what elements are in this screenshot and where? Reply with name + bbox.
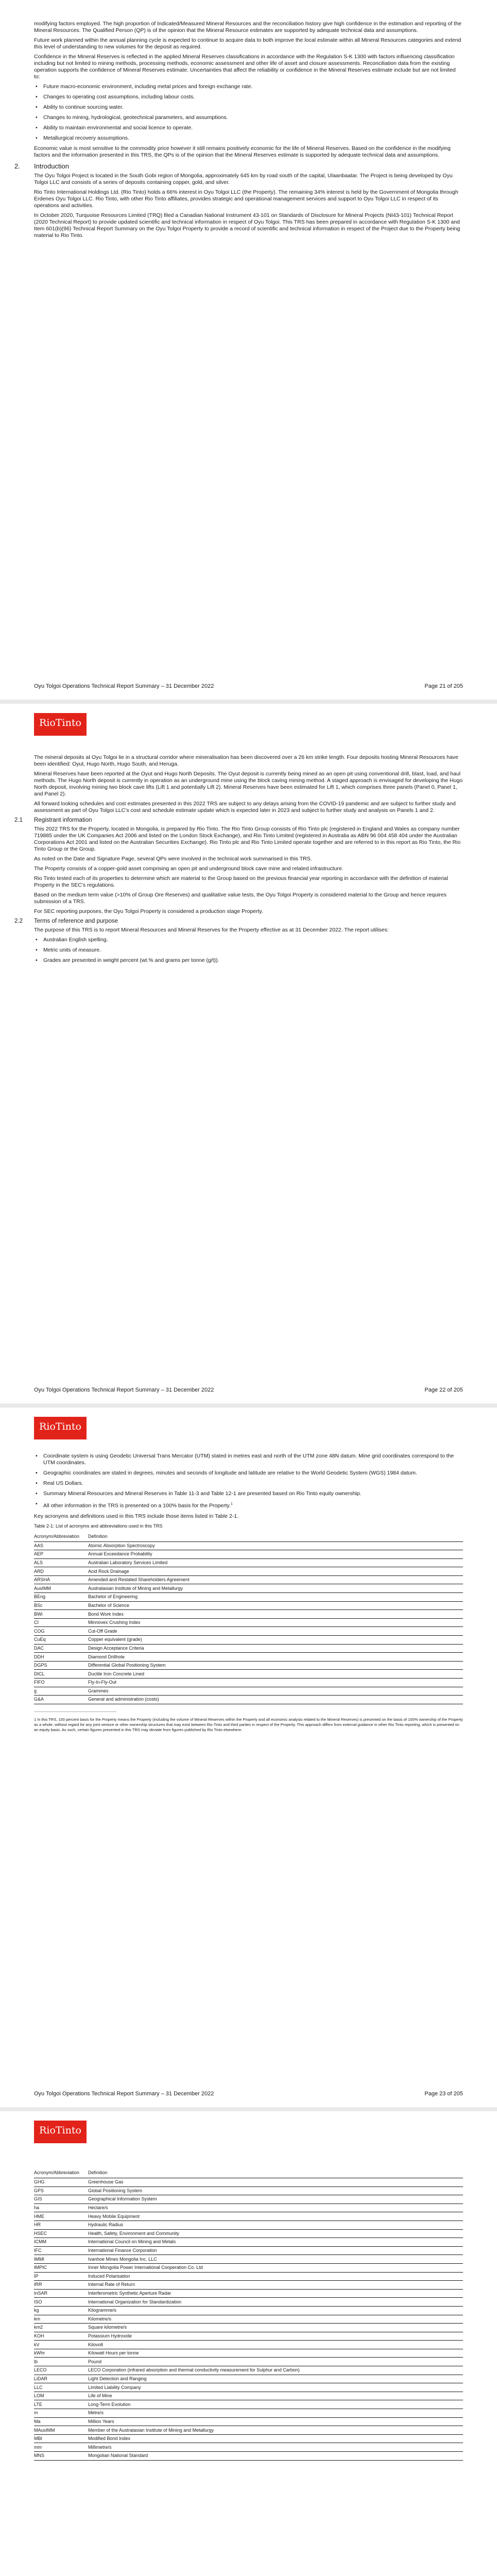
table-row [34, 2434, 463, 2443]
page-22-body [14, 754, 463, 968]
table-row [34, 1687, 463, 1696]
paragraph: Mineral Reserves have been reported at the Oyut and Hugo North Deposits. The Oyut deposit is currently being mined as an open pit using conventional drill, blast, load, and haul methods. The Hugo North deposit is currently in operation as an underground mine using the block caving mining method. A staged approach is envisaged for developing the Hugo North deposit, involving mining two block cave lifts (Lift 1 and potentially Lift 2). Mineral Reserves have been estimated for Lift 1, which comprises three panels (Panel 0, Panel 1, and Panel 2). [34, 771, 463, 797]
table-row [34, 2272, 463, 2281]
page-24 [0, 2111, 497, 2576]
paragraph: The Oyu Tolgoi Project is located in the South Gobi region of Mongolia, approximately 645 km by road south of the capital, Ulaanbaatar. The Project is being developed by Oyu Tolgoi LLC and consists of a series of deposits containing copper, gold, and silver. [34, 173, 453, 185]
definition-cell: Copper equivalent (grade) [88, 1636, 463, 1645]
list-item: • Geographic coordinates are stated in degrees, minutes and seconds of longitude and latitude are relative to the World Geodetic System (WGS) 1984 datum. [34, 1470, 463, 1477]
logo-text: RioTinto [39, 1421, 81, 1432]
acronym-cell: ISO [34, 2298, 88, 2307]
definition-cell: Metre/s [88, 2409, 463, 2418]
section-heading-introduction [14, 162, 463, 170]
page-footer [34, 683, 463, 689]
definition-cell: LECO Corporation (infrared absorption and thermal conductivity measurement for Sulphur and Carbon) [88, 2366, 463, 2375]
acronym-cell: IP [34, 2272, 88, 2281]
acronym-cell: G&A [34, 1696, 88, 1704]
acronym-cell: AAS [34, 1541, 88, 1550]
paragraph: modifying factors employed. The high proportion of Indicated/Measured Mineral Resources and the reconciliation history give high confidence in the estimation and reporting of the Mineral Resources. The Qualified Person (QP) is of the opinion that the Mineral Resource estimates are supported by adequate technical data and assumptions. [34, 21, 461, 33]
logo-text: RioTinto [39, 2125, 81, 2136]
table-row [34, 1661, 463, 1670]
definition-cell: Australasian Institute of Mining and Metallurgy [88, 1584, 463, 1593]
definition-cell: Kilometre/s [88, 2315, 463, 2324]
section-number: 2.2 [14, 918, 23, 924]
acronym-cell: kg [34, 2306, 88, 2315]
table-row [34, 1584, 463, 1593]
acronyms-table-body [34, 2178, 463, 2461]
page-footer [34, 2091, 463, 2097]
acronym-cell: GIS [34, 2195, 88, 2204]
acronym-cell: kWhr [34, 2349, 88, 2358]
list-item: • Ability to maintain environmental and social licence to operate. [34, 125, 463, 131]
acronym-cell: Ma [34, 2417, 88, 2426]
rio-tinto-logo [34, 713, 87, 736]
definition-cell: Bachelor of Science [88, 1601, 463, 1610]
table-row [34, 2366, 463, 2375]
definition-cell: Hectare/s [88, 2204, 463, 2212]
acronym-cell: GHG [34, 2178, 88, 2187]
section-heading-terms [14, 918, 463, 925]
table-row [34, 1575, 463, 1584]
table-header-row [34, 2168, 463, 2178]
table-row [34, 2298, 463, 2307]
table-row [34, 1670, 463, 1679]
acronym-cell: DDH [34, 1653, 88, 1662]
page-21 [0, 0, 497, 700]
definition-cell: Differential Global Positioning System [88, 1661, 463, 1670]
page-number: Page 23 of 205 [424, 2091, 463, 2097]
page-23 [0, 1408, 497, 2107]
table-row [34, 2324, 463, 2332]
definition-cell: Kilowatt Hours per tonne [88, 2349, 463, 2358]
footer-title: Oyu Tolgoi Operations Technical Report Summary – 31 December 2022 [34, 2091, 214, 2097]
footnote-ref: 1 [230, 1502, 233, 1506]
acronym-cell: DAC [34, 1644, 88, 1653]
definition-cell: Inner Mongolia Power International Cooperation Co. Ltd [88, 2263, 463, 2272]
table-row [34, 2315, 463, 2324]
definition-cell: Australian Laboratory Services Limited [88, 1558, 463, 1567]
acronym-cell: km [34, 2315, 88, 2324]
table-row [34, 2306, 463, 2315]
table-row [34, 2383, 463, 2392]
acronym-cell: ICMM [34, 2238, 88, 2247]
table-row [34, 2349, 463, 2358]
definition-cell: Long-Term Evolution [88, 2400, 463, 2409]
acronym-cell: lb [34, 2358, 88, 2366]
table-row [34, 2358, 463, 2366]
page-21-body [14, 21, 463, 242]
list-item-text: All other information in the TRS is presented on a 100% basis for the Property. [43, 1502, 231, 1509]
column-header: Definition [88, 2168, 463, 2178]
paragraph: As noted on the Date and Signature Page, several QPs were involved in the technical work summarised in this TRS. [34, 856, 312, 862]
acronym-cell: GPS [34, 2187, 88, 2195]
acronym-cell: MAusIMM [34, 2426, 88, 2435]
definition-cell: Modified Bond Index [88, 2434, 463, 2443]
paragraph: All forward looking schedules and cost estimates presented in this 2022 TRS are subject to any delays arising from the COVID-19 pandemic and are subject to further study and assessment as part of Oyu Tolgoi LLC’s cost and schedule estimate update which is expected later in 2023 and subject to further study and analysis on Panels 1 and 2. [34, 801, 456, 814]
definition-cell: Interferometric Synthetic Aperture Radar [88, 2289, 463, 2298]
paragraph: Economic value is most sensitive to the commodity price however it still remains positively economic for the life of Mineral Reserves. Based on the confidence in the modifying factors and the information presented in this TRS, the QPs is of the opinion that the Mineral Reserves estimate is supported by adequate technical data and assumptions. [34, 145, 451, 158]
table-row [34, 2375, 463, 2383]
list-item: • Ability to continue sourcing water. [34, 104, 463, 111]
acronym-cell: LOM [34, 2392, 88, 2400]
table-row [34, 2409, 463, 2418]
table-row [34, 2289, 463, 2298]
logo-text: RioTinto [39, 717, 81, 728]
acronym-cell: KOH [34, 2332, 88, 2341]
table-row [34, 2204, 463, 2212]
acronym-cell: ha [34, 2204, 88, 2212]
acronym-cell: IMMI [34, 2255, 88, 2264]
definition-cell: Light Detection and Ranging [88, 2375, 463, 2383]
table-row [34, 2332, 463, 2341]
acronym-cell: BWi [34, 1610, 88, 1619]
definition-cell: Life of Mine [88, 2392, 463, 2400]
table-row [34, 2255, 463, 2264]
acronym-cell: LTE [34, 2400, 88, 2409]
list-item: • Australian English spelling. [34, 937, 463, 943]
definition-cell: Diamond Drillhole [88, 1653, 463, 1662]
acronym-cell: ARD [34, 1567, 88, 1576]
acronym-cell: LECO [34, 2366, 88, 2375]
definition-cell: General and administration (costs) [88, 1696, 463, 1704]
paragraph: Confidence in the Mineral Reserves is reflected in the applied Mineral Reserves classifications in accordance with the Regulation S-K 1300 with factors influencing classification including but not limited to mining methods, processing methods, economic assessment and other life of asset and closure assessments. Reconciliation data from the existing operation supports the confidence of Mineral Reserves estimate. Uncertainties that affect the reliability or confidence in the Mineral Reserves estimate include but are not limited to: [34, 54, 456, 80]
acronym-cell: AEP [34, 1550, 88, 1559]
acronym-cell: MBI [34, 2434, 88, 2443]
definition-cell: Annual Exceedance Probability [88, 1550, 463, 1559]
table-row [34, 2281, 463, 2290]
list-item [34, 1501, 463, 1510]
acronym-cell: CuEq [34, 1636, 88, 1645]
definition-cell: International Council on Mining and Metals [88, 2238, 463, 2247]
report-conventions-list [34, 1453, 463, 1510]
footnote: 1 In this TRS, 100 percent basis for the Property means the Property (including the volume of Mineral Reserves within the Property and all economic analysis related to the Mineral Reserves) is presented on the basis of 100% ownership of the Property as a whole, without regard for any joint venture or other ownership structures that may exist between Rio Tinto and third parties in respect of the Property. This approach differs from external guidance in other Rio Tinto reporting, which is presented on an equity basis. As such, certain figures presented in this TRS may deviate from figures published by Rio Tinto elsewhere. [34, 1717, 463, 1732]
list-item: • Metric units of measure. [34, 947, 463, 954]
table-row [34, 1601, 463, 1610]
table-row [34, 2178, 463, 2187]
definition-cell: Atomic Absorption Spectroscopy [88, 1541, 463, 1550]
table-row [34, 2221, 463, 2229]
definition-cell: Induced Polarisation [88, 2272, 463, 2281]
table-row [34, 2426, 463, 2435]
acronym-cell: CI [34, 1618, 88, 1627]
acronym-cell: MNS [34, 2452, 88, 2461]
acronym-cell: HR [34, 2221, 88, 2229]
table-row [34, 2238, 463, 2247]
column-header: Acronym/Abbreviation [34, 2168, 88, 2178]
acronym-cell: AusIMM [34, 1584, 88, 1593]
table-row [34, 1618, 463, 1627]
paragraph: Based on the medium term value (>10% of Group Ore Reserves) and qualitative value tests, the Oyu Tolgoi Property is considered material to the Group and hence requires submission of a TRS. [34, 892, 447, 905]
paragraph: This 2022 TRS for the Property, located in Mongolia, is prepared by Rio Tinto. The Rio Tinto Group consists of Rio Tinto plc (registered in England and Wales as company number 719885 under the UK Companies Act 2006 and listed on the London Stock Exchange), and Rio Tinto Limited (registered in Australia as ABN 96 004 458 404 under the Australian Corporations Act 2001 and listed on the Australian Securities Exchange). Rio Tinto plc and Rio Tinto Limited operate together and are referred to in this report as Rio Tinto, the Rio Tinto Group or the Group. [34, 826, 461, 852]
acronym-cell: DICL [34, 1670, 88, 1679]
table-row [34, 2341, 463, 2349]
definition-cell: Heavy Mobile Equipment [88, 2212, 463, 2221]
acronym-cell: LiDAR [34, 2375, 88, 2383]
acronyms-table [34, 1532, 463, 1704]
table-row [34, 1610, 463, 1619]
table-caption: Table 2-1: List of acronyms and abbreviations used in this TRS [34, 1523, 163, 1529]
list-item: • Coordinate system is using Geodetic Universal Trans Mercator (UTM) stated in metres east and north of the UTM zone 48N datum. Mine grid coordinates correspond to the UTM coordinates. [34, 1453, 463, 1466]
definition-cell: Potassium Hydroxide [88, 2332, 463, 2341]
page-number: Page 22 of 205 [424, 1387, 463, 1393]
page-22 [0, 704, 497, 1403]
table-row [34, 2263, 463, 2272]
definition-cell: Amended and Restated Shareholders Agreement [88, 1575, 463, 1584]
table-row [34, 1644, 463, 1653]
definition-cell: Millimetre/s [88, 2443, 463, 2452]
definition-cell: Health, Safety, Environment and Community [88, 2229, 463, 2238]
footer-title: Oyu Tolgoi Operations Technical Report Summary – 31 December 2022 [34, 1387, 214, 1393]
table-row [34, 1679, 463, 1687]
list-item: • Changes to mining, hydrological, geotechnical parameters, and assumptions. [34, 114, 463, 121]
definition-cell: Minnovex Crushing Index [88, 1618, 463, 1627]
paragraph: The Property consists of a copper-gold asset comprising an open pit and underground block cave mine and related infrastructure. [34, 866, 344, 872]
section-title: Introduction [34, 162, 69, 170]
table-row [34, 2452, 463, 2461]
table-row [34, 1541, 463, 1550]
paragraph: The mineral deposits at Oyu Tolgoi lie in a structural corridor where mineralisation has been discovered over a 26 km strike length. Four deposits hosting Mineral Resources have been identified: Oyut, Hugo North, Hugo South, and Heruga. [34, 754, 458, 767]
acronyms-table-body [34, 1541, 463, 1704]
table-row [34, 2417, 463, 2426]
definition-cell: Ductile Iron Concrete Lined [88, 1670, 463, 1679]
footer-title: Oyu Tolgoi Operations Technical Report Summary – 31 December 2022 [34, 683, 214, 689]
acronym-cell: HSEC [34, 2229, 88, 2238]
acronym-cell: HME [34, 2212, 88, 2221]
definition-cell: Hydraulic Radius [88, 2221, 463, 2229]
rio-tinto-logo [34, 1417, 87, 1439]
acronym-cell: IFC [34, 2246, 88, 2255]
table-row [34, 2400, 463, 2409]
table-row [34, 2195, 463, 2204]
acronym-cell: BSc [34, 1601, 88, 1610]
table-header-row [34, 1532, 463, 1542]
acronym-cell: m [34, 2409, 88, 2418]
paragraph: The purpose of this TRS is to report Mineral Resources and Mineral Reserves for the Property effective as at 31 December 2022. The report utilises: [34, 927, 389, 933]
section-title: Terms of reference and purpose [34, 918, 118, 924]
definition-cell: Bond Work Index [88, 1610, 463, 1619]
definition-cell: Greenhouse Gas [88, 2178, 463, 2187]
list-item: • Grades are presented in weight percent (wt.% and grams per tonne (g/t)). [34, 957, 463, 964]
acronym-cell: COG [34, 1627, 88, 1636]
definition-cell: Geographical Information System [88, 2195, 463, 2204]
acronym-cell: ARSHA [34, 1575, 88, 1584]
rio-tinto-logo [34, 2121, 87, 2143]
acronym-cell: FIFO [34, 1679, 88, 1687]
definition-cell: Ivanhoe Mines Mongolia Inc. LLC [88, 2255, 463, 2264]
section-heading-registrant [14, 817, 463, 824]
table-row [34, 2187, 463, 2195]
table-row [34, 1593, 463, 1602]
table-row [34, 2212, 463, 2221]
acronyms-table-continued [34, 2168, 463, 2461]
definition-cell: Member of the Australasian Institute of Mining and Metallurgy [88, 2426, 463, 2435]
table-row [34, 2229, 463, 2238]
definition-cell: Acid Rock Drainage [88, 1567, 463, 1576]
list-item: • Metallurgical recovery assumptions. [34, 135, 463, 142]
page-23-body [34, 1453, 463, 1733]
definition-cell: Square kilometre/s [88, 2324, 463, 2332]
paragraph: In October 2020, Turquoise Resources Limited (TRQ) filed a Canadian National Instrument 43-101 on Standards of Disclosure for Mineral Projects (NI43-101) Technical Report (2020 Technical Report) to provide updated scientific and technical information in respect of Oyu Tolgoi. This TRS has been prepared in accordance with Regulation S-K 1300 and Item 601(b)(96) Technical Report Summary on the Oyu Tolgoi Property to provide a record of scientific and technical information in respect of the Project due to the Property being material to Rio Tinto. [34, 212, 460, 239]
list-item: • Future macro-economic environment, including metal prices and foreign exchange rate. [34, 83, 463, 90]
acronym-cell: InSAR [34, 2289, 88, 2298]
definition-cell: Limited Liability Company [88, 2383, 463, 2392]
acronym-cell: kV [34, 2341, 88, 2349]
acronym-cell: mm [34, 2443, 88, 2452]
uncertainty-list [34, 83, 463, 142]
definition-cell: International Finance Corporation [88, 2246, 463, 2255]
acronym-cell: g [34, 1687, 88, 1696]
list-item: • Changes to operating cost assumptions, including labour costs. [34, 94, 463, 100]
definition-cell: Pound [88, 2358, 463, 2366]
paragraph: Key acronyms and definitions used in this TRS include those items listed in Table 2-1. [34, 1513, 239, 1519]
table-row [34, 1653, 463, 1662]
acronym-cell: LLC [34, 2383, 88, 2392]
table-row [34, 2392, 463, 2400]
table-row [34, 1550, 463, 1559]
table-row [34, 1696, 463, 1704]
definition-cell: Internal Rate of Return [88, 2281, 463, 2290]
page-footer [34, 1387, 463, 1393]
acronym-cell: BEng [34, 1593, 88, 1602]
table-row [34, 1627, 463, 1636]
table-row [34, 1567, 463, 1576]
definition-cell: Mongolian National Standard [88, 2452, 463, 2461]
section-number: 2. [14, 162, 20, 170]
utilises-list [34, 937, 463, 964]
definition-cell: Cut-Off Grade [88, 1627, 463, 1636]
definition-cell: Fly-In-Fly-Out [88, 1679, 463, 1687]
definition-cell: Grammes [88, 1687, 463, 1696]
list-item: • Summary Mineral Resources and Mineral Reserves in Table 11-3 and Table 12-1 are presented based on Rio Tinto equity ownership. [34, 1490, 463, 1497]
section-number: 2.1 [14, 817, 23, 823]
table-row [34, 1558, 463, 1567]
table-row [34, 2443, 463, 2452]
paragraph: For SEC reporting purposes, the Oyu Tolgoi Property is considered a production stage Property. [34, 908, 263, 914]
page-number: Page 21 of 205 [424, 683, 463, 689]
definition-cell: Kilovolt [88, 2341, 463, 2349]
acronym-cell: ALS [34, 1558, 88, 1567]
acronym-cell: IRR [34, 2281, 88, 2290]
footnote-divider [34, 1711, 116, 1712]
table-row [34, 2246, 463, 2255]
paragraph: Rio Tinto International Holdings Ltd. (Rio Tinto) holds a 66% interest in Oyu Tolgoi LLC (the Property). The remaining 34% interest is held by the Government of Mongolia through Erdenes Oyu Tolgoi LLC. Rio Tinto, with other Rio Tinto affiliates, provides strategic and operational management services and support to Oyu Tolgoi LLC in respect of its operations and activities. [34, 189, 458, 209]
definition-cell: Kilogramme/s [88, 2306, 463, 2315]
definition-cell: Million Years [88, 2417, 463, 2426]
paragraph: Future work planned within the annual planning cycle is expected to continue to acquire data to both improve the local estimate within all Mineral Resources categories and extend this level of understanding to new volumes for the deposit as required. [34, 37, 461, 50]
table-row [34, 1636, 463, 1645]
definition-cell: Global Positioning System [88, 2187, 463, 2195]
column-header: Definition [88, 1532, 463, 1542]
acronym-cell: km2 [34, 2324, 88, 2332]
list-item: • Real US Dollars. [34, 1480, 463, 1487]
definition-cell: Design Acceptance Criteria [88, 1644, 463, 1653]
section-title: Registrant information [34, 817, 92, 823]
definition-cell: Bachelor of Engineering [88, 1593, 463, 1602]
acronym-cell: DGPS [34, 1661, 88, 1670]
acronym-cell: IMPIC [34, 2263, 88, 2272]
definition-cell: International Organization for Standardization [88, 2298, 463, 2307]
page-24-body [34, 2168, 463, 2461]
column-header: Acronym/Abbreviation [34, 1532, 88, 1542]
paragraph: Rio Tinto tested each of its properties to determine which are material to the Group based on the previous financial year reporting in accordance with the definition of material Property in the SEC’s regulations. [34, 875, 448, 888]
